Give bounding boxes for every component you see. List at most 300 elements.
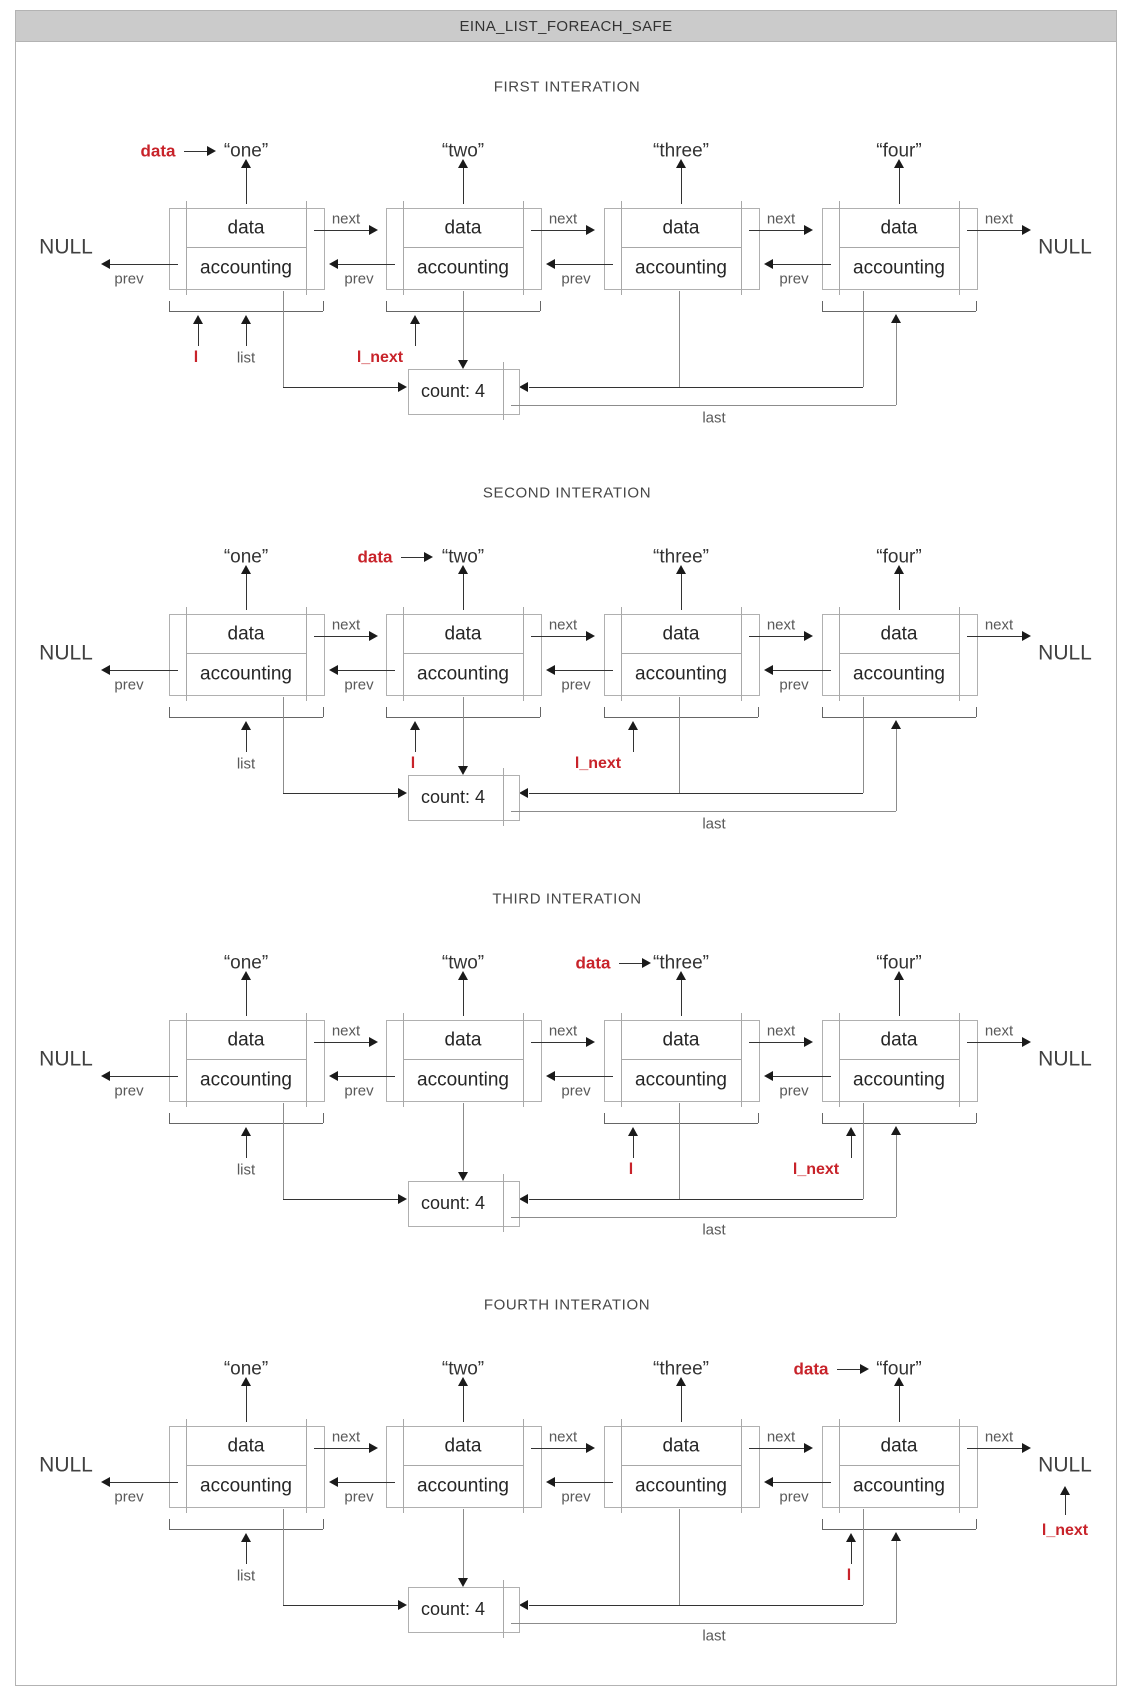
- iter2-l-next-arrow: [633, 729, 634, 752]
- iter3-bracket-3-tick-left: [604, 1113, 605, 1123]
- iter1-count-right-arrowhead-icon: [519, 382, 528, 392]
- iter4-node2-data-cell: data: [444, 1435, 482, 1457]
- iter4-node1-prev-field-line: [186, 1419, 187, 1513]
- iter1-list-label: list: [236, 349, 256, 367]
- iter3-prev-arrowhead-4-icon: [764, 1071, 773, 1081]
- iter3-count-left-arrowhead-icon: [398, 1194, 407, 1204]
- iter1-prev-arrow-4: [773, 264, 831, 265]
- iter4-string-label-2: “two”: [441, 1358, 485, 1380]
- iter3-node3-cell-divider: [621, 1059, 741, 1060]
- iter2-next-arrowhead-3-icon: [804, 631, 813, 641]
- iter4-node4-data-cell: data: [880, 1435, 918, 1457]
- iter4-node2-next-field-line: [523, 1419, 524, 1513]
- iter2-node2-accounting-cell: accounting: [417, 663, 509, 685]
- iter3-node4-accounting-line: [863, 1103, 864, 1199]
- iter4-prev-label-4: prev: [779, 1488, 809, 1506]
- iter4-last-line-up: [896, 1541, 897, 1623]
- iter1-node2-next-field-line: [523, 201, 524, 295]
- iter1-bracket-4-tick-right: [976, 301, 977, 311]
- iter1-node1-accounting-elbow: [283, 387, 398, 388]
- iter3-node2-string-arrow: [463, 980, 464, 1016]
- iter1-prev-label-null: prev: [114, 270, 144, 288]
- iter2-string-label-1: “one”: [223, 546, 269, 568]
- iter1-node1-cell-divider: [186, 247, 306, 248]
- iter2-node4-next-field-line: [959, 607, 960, 701]
- iter4-bracket-1-tick-right: [323, 1519, 324, 1529]
- iter4-l-next-arrowhead-icon: [1060, 1486, 1070, 1495]
- iter2-count-box-last-field-line: [503, 768, 504, 826]
- iter4-prev-arrow-to-null: [110, 1482, 178, 1483]
- iter3-prev-label-2: prev: [344, 1082, 374, 1100]
- iter1-string-label-2: “two”: [441, 140, 485, 162]
- iter1-list-arrowhead-icon: [241, 315, 251, 324]
- iter4-last-line: [511, 1623, 896, 1624]
- iter3-next-arrow-2: [531, 1042, 586, 1043]
- iter3-next-arrow-1: [314, 1042, 369, 1043]
- iter1-next-arrowhead-4-icon: [1022, 225, 1031, 235]
- iter2-node3-prev-field-line: [621, 607, 622, 701]
- iter2-node3-data-cell: data: [662, 623, 700, 645]
- iter1-node3-accounting-cell: accounting: [635, 257, 727, 279]
- iter4-data-pointer-arrowhead-icon: [860, 1364, 869, 1374]
- iter3-node2-accounting-cell: accounting: [417, 1069, 509, 1091]
- iter4-next-label-2: next: [548, 1428, 578, 1446]
- iter1-node4-prev-field-line: [839, 201, 840, 295]
- iter4-node2-cell-divider: [403, 1465, 523, 1466]
- iter1-string-label-3: “three”: [653, 140, 709, 162]
- iter1-node2-prev-field-line: [403, 201, 404, 295]
- iter4-last-label: last: [702, 1627, 726, 1645]
- iter2-node1-data-cell: data: [227, 623, 265, 645]
- iter1-next-label-3: next: [766, 210, 796, 228]
- iter3-bracket-4-tick-right: [976, 1113, 977, 1123]
- diagram-canvas: [1, 1, 1130, 1701]
- iter1-prev-arrowhead-2-icon: [329, 259, 338, 269]
- iter2-next-label-3: next: [766, 616, 796, 634]
- iter1-node2-string-arrow: [463, 168, 464, 204]
- iter3-bracket-3-tick-right: [758, 1113, 759, 1123]
- iter2-node2-accounting-line: [463, 697, 464, 766]
- iter2-bracket-2-tick-right: [540, 707, 541, 717]
- iter4-node4-accounting-line: [863, 1509, 864, 1605]
- iter2-bracket-4-tick-right: [976, 707, 977, 717]
- iter2-string-label-2: “two”: [441, 546, 485, 568]
- iter2-node1-prev-field-line: [186, 607, 187, 701]
- iter1-last-line: [511, 405, 896, 406]
- iter2-count-left-arrowhead-icon: [398, 788, 407, 798]
- iter2-string-label-4: “four”: [876, 546, 922, 568]
- iter1-node2-accounting-line: [463, 291, 464, 360]
- iter2-prev-arrowhead-3-icon: [546, 665, 555, 675]
- iter4-prev-arrowhead-2-icon: [329, 1477, 338, 1487]
- iter3-node4-string-arrow: [899, 980, 900, 1016]
- iter1-count-box-last-field-line: [503, 362, 504, 420]
- iter1-node4-data-cell: data: [880, 217, 918, 239]
- iter1-bracket-4-tick-left: [822, 301, 823, 311]
- iter4-node4-cell-divider: [839, 1465, 959, 1466]
- iter2-prev-arrow-4: [773, 670, 831, 671]
- iter3-bracket-3: [604, 1123, 758, 1124]
- iter2-prev-arrow-to-null: [110, 670, 178, 671]
- iter4-prev-arrowhead-null-icon: [101, 1477, 110, 1487]
- iter4-prev-arrow-3: [555, 1482, 613, 1483]
- iter4-bracket-4-tick-left: [822, 1519, 823, 1529]
- iter3-prev-arrow-3: [555, 1076, 613, 1077]
- iter3-null-left: NULL: [39, 1047, 93, 1071]
- iter4-data-pointer-arrow: [837, 1369, 861, 1370]
- iter3-list-arrowhead-icon: [241, 1127, 251, 1136]
- iter2-node4-cell-divider: [839, 653, 959, 654]
- iter4-node3-cell-divider: [621, 1465, 741, 1466]
- iter4-node3-prev-field-line: [621, 1419, 622, 1513]
- iter3-node4-prev-field-line: [839, 1013, 840, 1107]
- iter1-node2-cell-divider: [403, 247, 523, 248]
- iter4-bracket-4: [822, 1529, 976, 1530]
- iter3-node3-string-arrow: [681, 980, 682, 1016]
- iter1-node1-string-arrow: [246, 168, 247, 204]
- iter1-node1-prev-field-line: [186, 201, 187, 295]
- iter1-next-arrowhead-1-icon: [369, 225, 378, 235]
- iter1-count-collector-line: [529, 387, 863, 388]
- iter4-string-label-3: “three”: [653, 1358, 709, 1380]
- iter1-bracket-4: [822, 311, 976, 312]
- iter2-node1-next-field-line: [306, 607, 307, 701]
- iter1-data-pointer-arrow: [184, 151, 208, 152]
- iter4-node1-accounting-line: [283, 1509, 284, 1605]
- iter4-next-arrow-4: [967, 1448, 1022, 1449]
- iter1-prev-arrowhead-4-icon: [764, 259, 773, 269]
- iter4-last-arrowhead-icon: [891, 1532, 901, 1541]
- iter4-prev-label-2: prev: [344, 1488, 374, 1506]
- iter1-data-pointer-label: data: [140, 141, 176, 161]
- iter1-prev-label-2: prev: [344, 270, 374, 288]
- iter2-node3-accounting-line: [679, 697, 680, 793]
- iter3-last-line: [511, 1217, 896, 1218]
- iter3-node1-prev-field-line: [186, 1013, 187, 1107]
- iter1-node4-accounting-line: [863, 291, 864, 387]
- iter1-string-label-4: “four”: [876, 140, 922, 162]
- iter3-null-right: NULL: [1038, 1047, 1092, 1071]
- iter3-node2-next-field-line: [523, 1013, 524, 1107]
- iter1-data-pointer-arrowhead-icon: [207, 146, 216, 156]
- iter1-count-value: count: 4: [420, 381, 486, 401]
- iter2-prev-arrowhead-4-icon: [764, 665, 773, 675]
- iter4-node3-data-cell: data: [662, 1435, 700, 1457]
- iter1-next-arrow-4: [967, 230, 1022, 231]
- iter2-prev-label-3: prev: [561, 676, 591, 694]
- iter1-last-arrowhead-icon: [891, 314, 901, 323]
- iter3-prev-arrow-to-null: [110, 1076, 178, 1077]
- iter4-node2-prev-field-line: [403, 1419, 404, 1513]
- iter2-node2-prev-field-line: [403, 607, 404, 701]
- iter2-l-next-label: l_next: [574, 755, 622, 772]
- iter1-next-arrowhead-2-icon: [586, 225, 595, 235]
- iter1-null-right: NULL: [1038, 235, 1092, 259]
- iter3-node2-accounting-line: [463, 1103, 464, 1172]
- iter3-bracket-4: [822, 1123, 976, 1124]
- iter1-prev-arrow-2: [338, 264, 395, 265]
- iter3-node1-accounting-line: [283, 1103, 284, 1199]
- iter2-node1-accounting-elbow: [283, 793, 398, 794]
- iter3-l-next-arrow: [851, 1135, 852, 1158]
- iter4-node2-string-arrow: [463, 1386, 464, 1422]
- iter4-node1-next-field-line: [306, 1419, 307, 1513]
- iter1-count-top-arrowhead-icon: [458, 360, 468, 369]
- iter3-node1-accounting-cell: accounting: [200, 1069, 292, 1091]
- iter2-l-arrowhead-icon: [410, 721, 420, 730]
- iter2-count-value: count: 4: [420, 787, 486, 807]
- iter2-next-label-4: next: [984, 616, 1014, 634]
- iter1-node3-next-field-line: [741, 201, 742, 295]
- iter1-node4-cell-divider: [839, 247, 959, 248]
- iter2-node2-cell-divider: [403, 653, 523, 654]
- iter2-data-pointer-arrowhead-icon: [424, 552, 433, 562]
- iter1-prev-arrow-to-null: [110, 264, 178, 265]
- iter4-next-arrowhead-2-icon: [586, 1443, 595, 1453]
- iter3-l-arrow: [633, 1135, 634, 1158]
- iter2-string-label-3: “three”: [653, 546, 709, 568]
- iter3-heading: THIRD INTERATION: [492, 890, 642, 908]
- iter2-next-arrow-1: [314, 636, 369, 637]
- iter3-next-arrowhead-1-icon: [369, 1037, 378, 1047]
- iter2-bracket-2-tick-left: [386, 707, 387, 717]
- iter2-prev-label-null: prev: [114, 676, 144, 694]
- iter1-node2-accounting-cell: accounting: [417, 257, 509, 279]
- iter2-bracket-3: [604, 717, 758, 718]
- iter2-l-next-arrowhead-icon: [628, 721, 638, 730]
- iter2-bracket-3-tick-left: [604, 707, 605, 717]
- iter3-bracket-4-tick-left: [822, 1113, 823, 1123]
- iter1-l-next-arrowhead-icon: [410, 315, 420, 324]
- iter4-l-label: l: [846, 1567, 852, 1584]
- iter4-prev-label-null: prev: [114, 1488, 144, 1506]
- iter4-string-label-4: “four”: [876, 1358, 922, 1380]
- iter4-node2-accounting-line: [463, 1509, 464, 1578]
- iter3-node2-data-cell: data: [444, 1029, 482, 1051]
- iter2-node2-string-arrow: [463, 574, 464, 610]
- iter3-count-box-last-field-line: [503, 1174, 504, 1232]
- iter3-bracket-1-tick-left: [169, 1113, 170, 1123]
- iter4-data-pointer-label: data: [793, 1359, 829, 1379]
- iter2-l-arrow: [415, 729, 416, 752]
- iter2-node1-accounting-line: [283, 697, 284, 793]
- iter3-l-label: l: [628, 1161, 634, 1178]
- iter2-count-right-arrowhead-icon: [519, 788, 528, 798]
- iter2-bracket-4-tick-left: [822, 707, 823, 717]
- iter3-node3-prev-field-line: [621, 1013, 622, 1107]
- iter3-next-label-2: next: [548, 1022, 578, 1040]
- iter3-bracket-1: [169, 1123, 323, 1124]
- iter3-next-label-1: next: [331, 1022, 361, 1040]
- iter2-prev-label-2: prev: [344, 676, 374, 694]
- iter3-count-collector-line: [529, 1199, 863, 1200]
- iter1-bracket-1: [169, 311, 323, 312]
- iter4-next-arrow-1: [314, 1448, 369, 1449]
- iter3-prev-label-4: prev: [779, 1082, 809, 1100]
- iter1-node3-string-arrow: [681, 168, 682, 204]
- iter2-next-label-2: next: [548, 616, 578, 634]
- iter1-l-next-label: l_next: [356, 349, 404, 366]
- iter1-node3-accounting-line: [679, 291, 680, 387]
- iter1-null-left: NULL: [39, 235, 93, 259]
- iter1-node1-next-field-line: [306, 201, 307, 295]
- iter3-next-arrow-4: [967, 1042, 1022, 1043]
- iter1-node3-data-cell: data: [662, 217, 700, 239]
- iter3-l-next-arrowhead-icon: [846, 1127, 856, 1136]
- iter3-node1-next-field-line: [306, 1013, 307, 1107]
- iter4-node1-string-arrow: [246, 1386, 247, 1422]
- iter4-node3-string-arrow: [681, 1386, 682, 1422]
- iter4-next-arrowhead-4-icon: [1022, 1443, 1031, 1453]
- iter3-next-arrowhead-3-icon: [804, 1037, 813, 1047]
- iter2-last-label: last: [702, 815, 726, 833]
- iter3-last-line-up: [896, 1135, 897, 1217]
- iter4-node3-accounting-line: [679, 1509, 680, 1605]
- iter4-next-arrowhead-1-icon: [369, 1443, 378, 1453]
- iter2-l-label: l: [410, 755, 416, 772]
- iter1-l-arrowhead-icon: [193, 315, 203, 324]
- iter1-prev-label-4: prev: [779, 270, 809, 288]
- iter4-count-box-last-field-line: [503, 1580, 504, 1638]
- iter1-next-label-4: next: [984, 210, 1014, 228]
- iter1-bracket-1-tick-right: [323, 301, 324, 311]
- iter2-data-pointer-label: data: [357, 547, 393, 567]
- iter1-next-arrow-3: [749, 230, 804, 231]
- iter3-next-arrow-3: [749, 1042, 804, 1043]
- iter2-last-arrowhead-icon: [891, 720, 901, 729]
- iter1-next-label-1: next: [331, 210, 361, 228]
- iter1-l-label: l: [193, 349, 199, 366]
- iter3-data-pointer-arrow: [619, 963, 643, 964]
- iter4-bracket-1: [169, 1529, 323, 1530]
- iter1-node4-accounting-cell: accounting: [853, 257, 945, 279]
- iter3-next-label-4: next: [984, 1022, 1014, 1040]
- iter4-count-value: count: 4: [420, 1599, 486, 1619]
- iter4-node2-accounting-cell: accounting: [417, 1475, 509, 1497]
- iter4-l-arrowhead-icon: [846, 1533, 856, 1542]
- iter2-bracket-1: [169, 717, 323, 718]
- iter2-heading: SECOND INTERATION: [482, 484, 652, 502]
- iter2-list-label: list: [236, 755, 256, 773]
- iter3-node3-accounting-line: [679, 1103, 680, 1199]
- iter3-prev-arrow-4: [773, 1076, 831, 1077]
- iter3-node4-data-cell: data: [880, 1029, 918, 1051]
- iter2-count-top-arrowhead-icon: [458, 766, 468, 775]
- iter3-prev-arrow-2: [338, 1076, 395, 1077]
- iter1-heading: FIRST INTERATION: [493, 78, 641, 96]
- iter2-node4-accounting-line: [863, 697, 864, 793]
- iter3-node3-next-field-line: [741, 1013, 742, 1107]
- iter2-next-arrow-4: [967, 636, 1022, 637]
- iter4-count-collector-line: [529, 1605, 863, 1606]
- iter4-null-left: NULL: [39, 1453, 93, 1477]
- iter4-null-right: NULL: [1038, 1453, 1092, 1477]
- iter3-node1-cell-divider: [186, 1059, 306, 1060]
- iter2-node4-accounting-cell: accounting: [853, 663, 945, 685]
- iter1-node3-cell-divider: [621, 247, 741, 248]
- iter2-prev-arrow-3: [555, 670, 613, 671]
- iter2-prev-arrowhead-2-icon: [329, 665, 338, 675]
- iter2-node1-accounting-cell: accounting: [200, 663, 292, 685]
- iter3-node1-string-arrow: [246, 980, 247, 1016]
- iter3-node4-next-field-line: [959, 1013, 960, 1107]
- iter4-heading: FOURTH INTERATION: [483, 1296, 651, 1314]
- iter3-node3-data-cell: data: [662, 1029, 700, 1051]
- iter3-string-label-3: “three”: [653, 952, 709, 974]
- iter3-bracket-1-tick-right: [323, 1113, 324, 1123]
- iter1-node4-next-field-line: [959, 201, 960, 295]
- iter4-node1-cell-divider: [186, 1465, 306, 1466]
- iter4-bracket-1-tick-left: [169, 1519, 170, 1529]
- iter2-node3-next-field-line: [741, 607, 742, 701]
- iter4-node1-accounting-elbow: [283, 1605, 398, 1606]
- iter1-bracket-2-tick-left: [386, 301, 387, 311]
- iter2-node3-accounting-cell: accounting: [635, 663, 727, 685]
- iter1-node2-data-cell: data: [444, 217, 482, 239]
- iter3-string-label-2: “two”: [441, 952, 485, 974]
- iter4-next-arrow-2: [531, 1448, 586, 1449]
- iter4-l-next-arrow: [1065, 1495, 1066, 1515]
- iter3-last-arrowhead-icon: [891, 1126, 901, 1135]
- iter4-next-arrow-3: [749, 1448, 804, 1449]
- iter2-next-arrowhead-4-icon: [1022, 631, 1031, 641]
- iter4-prev-arrowhead-4-icon: [764, 1477, 773, 1487]
- iter2-count-collector-line: [529, 793, 863, 794]
- iter4-l-next-label: l_next: [1041, 1522, 1089, 1539]
- iter2-bracket-1-tick-right: [323, 707, 324, 717]
- iter3-prev-arrowhead-null-icon: [101, 1071, 110, 1081]
- iter2-prev-label-4: prev: [779, 676, 809, 694]
- iter2-next-arrow-2: [531, 636, 586, 637]
- iter4-count-right-arrowhead-icon: [519, 1600, 528, 1610]
- iter4-next-label-3: next: [766, 1428, 796, 1446]
- iter2-next-arrowhead-2-icon: [586, 631, 595, 641]
- iter3-node2-cell-divider: [403, 1059, 523, 1060]
- iter1-next-label-2: next: [548, 210, 578, 228]
- iter4-list-label: list: [236, 1567, 256, 1585]
- iter1-bracket-2-tick-right: [540, 301, 541, 311]
- iter2-null-right: NULL: [1038, 641, 1092, 665]
- iter2-node1-string-arrow: [246, 574, 247, 610]
- iter4-node3-accounting-cell: accounting: [635, 1475, 727, 1497]
- iter1-node1-accounting-line: [283, 291, 284, 387]
- iter3-node3-accounting-cell: accounting: [635, 1069, 727, 1091]
- iter2-node4-prev-field-line: [839, 607, 840, 701]
- iter4-next-arrowhead-3-icon: [804, 1443, 813, 1453]
- iter2-next-arrowhead-1-icon: [369, 631, 378, 641]
- iter1-node3-prev-field-line: [621, 201, 622, 295]
- iter2-prev-arrow-2: [338, 670, 395, 671]
- iter1-prev-arrowhead-null-icon: [101, 259, 110, 269]
- iter4-list-arrowhead-icon: [241, 1533, 251, 1542]
- iter1-node1-accounting-cell: accounting: [200, 257, 292, 279]
- iter4-prev-arrow-2: [338, 1482, 395, 1483]
- iter3-last-label: last: [702, 1221, 726, 1239]
- iter1-last-line-up: [896, 323, 897, 405]
- iter3-count-value: count: 4: [420, 1193, 486, 1213]
- iter3-count-right-arrowhead-icon: [519, 1194, 528, 1204]
- iter3-prev-arrowhead-3-icon: [546, 1071, 555, 1081]
- iter3-data-pointer-label: data: [575, 953, 611, 973]
- iter4-count-left-arrowhead-icon: [398, 1600, 407, 1610]
- iter2-bracket-1-tick-left: [169, 707, 170, 717]
- iter2-node2-next-field-line: [523, 607, 524, 701]
- iter4-next-label-1: next: [331, 1428, 361, 1446]
- iter1-next-arrowhead-3-icon: [804, 225, 813, 235]
- iter1-node1-data-cell: data: [227, 217, 265, 239]
- iter1-l-arrow: [198, 323, 199, 346]
- iter3-data-pointer-arrowhead-icon: [642, 958, 651, 968]
